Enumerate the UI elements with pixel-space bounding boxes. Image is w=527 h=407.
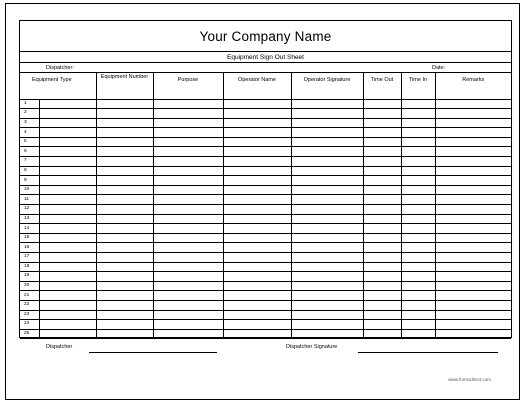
- row-number: 5: [20, 137, 39, 147]
- time-in-cell[interactable]: [401, 128, 435, 138]
- operator-signature-cell[interactable]: [291, 233, 363, 243]
- equipment-type-cell[interactable]: [39, 99, 96, 109]
- time-in-cell[interactable]: [401, 224, 435, 234]
- remarks-cell[interactable]: [435, 166, 511, 176]
- operator-signature-cell[interactable]: [291, 224, 363, 234]
- equipment-number-cell[interactable]: [96, 118, 153, 128]
- equipment-type-cell[interactable]: [39, 310, 96, 320]
- equipment-type-cell[interactable]: [39, 176, 96, 186]
- row-number: 13: [20, 214, 39, 224]
- purpose-cell[interactable]: [153, 281, 223, 291]
- equipment-type-cell[interactable]: [39, 272, 96, 282]
- remarks-cell[interactable]: [435, 137, 511, 147]
- remarks-cell[interactable]: [435, 99, 511, 109]
- row-number: 3: [20, 118, 39, 128]
- table-row: [20, 185, 511, 195]
- col-time-in: Time In: [401, 73, 435, 99]
- purpose-cell[interactable]: [153, 205, 223, 215]
- time-in-cell[interactable]: [401, 195, 435, 205]
- remarks-cell[interactable]: [435, 272, 511, 282]
- time-out-cell[interactable]: [363, 233, 401, 243]
- purpose-cell[interactable]: [153, 320, 223, 330]
- purpose-cell[interactable]: [153, 176, 223, 186]
- equipment-number-cell[interactable]: [96, 291, 153, 301]
- time-in-cell[interactable]: [401, 281, 435, 291]
- remarks-cell[interactable]: [435, 243, 511, 253]
- time-in-cell[interactable]: [401, 109, 435, 119]
- time-out-cell[interactable]: [363, 253, 401, 263]
- operator-signature-cell[interactable]: [291, 243, 363, 253]
- table-row: [20, 281, 511, 291]
- operator-name-cell[interactable]: [223, 320, 291, 330]
- date-label: Date:: [432, 65, 446, 71]
- table-row: [20, 310, 511, 320]
- time-in-cell[interactable]: [401, 157, 435, 167]
- operator-name-cell[interactable]: [223, 109, 291, 119]
- operator-signature-cell[interactable]: [291, 157, 363, 167]
- title-row: [20, 21, 511, 52]
- operator-name-cell[interactable]: [223, 310, 291, 320]
- remarks-cell[interactable]: [435, 320, 511, 330]
- remarks-cell[interactable]: [435, 185, 511, 195]
- remarks-cell[interactable]: [435, 109, 511, 119]
- operator-signature-cell[interactable]: [291, 99, 363, 109]
- purpose-cell[interactable]: [153, 99, 223, 109]
- operator-signature-cell[interactable]: [291, 272, 363, 282]
- purpose-cell[interactable]: [153, 118, 223, 128]
- equipment-type-cell[interactable]: [39, 320, 96, 330]
- equipment-number-cell[interactable]: [96, 262, 153, 272]
- time-in-cell[interactable]: [401, 166, 435, 176]
- operator-name-cell[interactable]: [223, 205, 291, 215]
- operator-name-cell[interactable]: [223, 243, 291, 253]
- operator-signature-cell[interactable]: [291, 310, 363, 320]
- equipment-number-cell[interactable]: [96, 157, 153, 167]
- col-equipment-number: Equipment Number: [96, 73, 153, 99]
- operator-name-cell[interactable]: [223, 300, 291, 310]
- operator-signature-cell[interactable]: [291, 300, 363, 310]
- remarks-cell[interactable]: [435, 176, 511, 186]
- equipment-type-cell[interactable]: [39, 329, 96, 339]
- equipment-type-cell[interactable]: [39, 205, 96, 215]
- equipment-type-cell[interactable]: [39, 185, 96, 195]
- table-row: [20, 320, 511, 330]
- purpose-cell[interactable]: [153, 195, 223, 205]
- operator-name-cell[interactable]: [223, 137, 291, 147]
- purpose-cell[interactable]: [153, 329, 223, 339]
- row-number: 1: [20, 99, 39, 109]
- time-in-cell[interactable]: [401, 147, 435, 157]
- operator-name-cell[interactable]: [223, 185, 291, 195]
- table-row: [20, 272, 511, 282]
- remarks-cell[interactable]: [435, 300, 511, 310]
- purpose-cell[interactable]: [153, 291, 223, 301]
- operator-signature-cell[interactable]: [291, 262, 363, 272]
- row-number: 15: [20, 233, 39, 243]
- table-row: [20, 118, 511, 128]
- dispatch-row: [20, 63, 511, 73]
- sheet-title: Equipment Sign Out Sheet: [20, 52, 511, 63]
- row-number: 16: [20, 243, 39, 253]
- table-row: [20, 262, 511, 272]
- time-in-cell[interactable]: [401, 205, 435, 215]
- operator-name-cell[interactable]: [223, 118, 291, 128]
- purpose-cell[interactable]: [153, 300, 223, 310]
- table-row: [20, 195, 511, 205]
- row-number: 20: [20, 281, 39, 291]
- operator-signature-cell[interactable]: [291, 281, 363, 291]
- operator-name-cell[interactable]: [223, 176, 291, 186]
- equipment-number-cell[interactable]: [96, 137, 153, 147]
- operator-signature-cell[interactable]: [291, 214, 363, 224]
- table-row: [20, 166, 511, 176]
- dispatcher-signoff-line[interactable]: [89, 352, 217, 353]
- operator-signature-cell[interactable]: [291, 195, 363, 205]
- header-row: [20, 73, 511, 99]
- operator-name-cell[interactable]: [223, 214, 291, 224]
- table-row: [20, 214, 511, 224]
- operator-name-cell[interactable]: [223, 195, 291, 205]
- time-out-cell[interactable]: [363, 137, 401, 147]
- equipment-type-cell[interactable]: [39, 118, 96, 128]
- equipment-number-cell[interactable]: [96, 205, 153, 215]
- remarks-cell[interactable]: [435, 128, 511, 138]
- time-out-cell[interactable]: [363, 224, 401, 234]
- equipment-number-cell[interactable]: [96, 147, 153, 157]
- row-number: 19: [20, 272, 39, 282]
- remarks-cell[interactable]: [435, 291, 511, 301]
- time-in-cell[interactable]: [401, 214, 435, 224]
- equipment-number-cell[interactable]: [96, 300, 153, 310]
- time-in-cell[interactable]: [401, 185, 435, 195]
- equipment-number-cell[interactable]: [96, 109, 153, 119]
- table-row: [20, 128, 511, 138]
- equipment-number-cell[interactable]: [96, 329, 153, 339]
- purpose-cell[interactable]: [153, 224, 223, 234]
- time-in-cell[interactable]: [401, 310, 435, 320]
- equipment-number-cell[interactable]: [96, 176, 153, 186]
- equipment-number-cell[interactable]: [96, 233, 153, 243]
- equipment-type-cell[interactable]: [39, 157, 96, 167]
- equipment-type-cell[interactable]: [39, 291, 96, 301]
- purpose-cell[interactable]: [153, 185, 223, 195]
- col-equipment-type: Equipment Type: [20, 73, 96, 99]
- row-number: 23: [20, 310, 39, 320]
- time-in-cell[interactable]: [401, 233, 435, 243]
- purpose-cell[interactable]: [153, 137, 223, 147]
- time-in-cell[interactable]: [401, 118, 435, 128]
- time-in-cell[interactable]: [401, 99, 435, 109]
- row-number: 9: [20, 176, 39, 186]
- equipment-number-cell[interactable]: [96, 214, 153, 224]
- operator-signature-cell[interactable]: [291, 118, 363, 128]
- time-out-cell[interactable]: [363, 185, 401, 195]
- purpose-cell[interactable]: [153, 109, 223, 119]
- operator-signature-cell[interactable]: [291, 253, 363, 263]
- purpose-cell[interactable]: [153, 147, 223, 157]
- row-number: 10: [20, 185, 39, 195]
- equipment-type-cell[interactable]: [39, 147, 96, 157]
- operator-signature-cell[interactable]: [291, 109, 363, 119]
- time-in-cell[interactable]: [401, 243, 435, 253]
- time-in-cell[interactable]: [401, 300, 435, 310]
- equipment-type-cell[interactable]: [39, 166, 96, 176]
- operator-name-cell[interactable]: [223, 166, 291, 176]
- purpose-cell[interactable]: [153, 272, 223, 282]
- time-in-cell[interactable]: [401, 262, 435, 272]
- equipment-type-cell[interactable]: [39, 233, 96, 243]
- equipment-number-cell[interactable]: [96, 224, 153, 234]
- time-out-cell[interactable]: [363, 243, 401, 253]
- time-out-cell[interactable]: [363, 118, 401, 128]
- operator-signature-cell[interactable]: [291, 320, 363, 330]
- col-purpose: Purpose: [153, 73, 223, 99]
- purpose-cell[interactable]: [153, 157, 223, 167]
- purpose-cell[interactable]: [153, 310, 223, 320]
- equipment-type-cell[interactable]: [39, 253, 96, 263]
- equipment-type-cell[interactable]: [39, 109, 96, 119]
- dispatcher-signoff: [46, 344, 72, 350]
- remarks-cell[interactable]: [435, 118, 511, 128]
- time-out-cell[interactable]: [363, 128, 401, 138]
- remarks-cell[interactable]: [435, 147, 511, 157]
- purpose-cell[interactable]: [153, 128, 223, 138]
- row-number: 7: [20, 157, 39, 167]
- purpose-cell[interactable]: [153, 214, 223, 224]
- table-row: [20, 233, 511, 243]
- time-out-cell[interactable]: [363, 195, 401, 205]
- equipment-type-cell[interactable]: [39, 300, 96, 310]
- operator-name-cell[interactable]: [223, 272, 291, 282]
- row-number: 12: [20, 205, 39, 215]
- time-in-cell[interactable]: [401, 329, 435, 339]
- table-row: [20, 147, 511, 157]
- equipment-type-cell[interactable]: [39, 262, 96, 272]
- operator-signature-cell[interactable]: [291, 329, 363, 339]
- operator-signature-cell[interactable]: [291, 147, 363, 157]
- purpose-cell[interactable]: [153, 253, 223, 263]
- operator-name-cell[interactable]: [223, 262, 291, 272]
- row-number: 6: [20, 147, 39, 157]
- row-number: 11: [20, 195, 39, 205]
- equipment-number-cell[interactable]: [96, 185, 153, 195]
- operator-name-cell[interactable]: [223, 128, 291, 138]
- row-number: 18: [20, 262, 39, 272]
- equipment-number-cell[interactable]: [96, 281, 153, 291]
- time-out-cell[interactable]: [363, 272, 401, 282]
- row-number: 21: [20, 291, 39, 301]
- dispatcher-signoff-label: Dispatcher: [46, 344, 73, 350]
- operator-signature-cell[interactable]: [291, 166, 363, 176]
- time-out-cell[interactable]: [363, 281, 401, 291]
- col-remarks: Remarks: [435, 73, 511, 99]
- table-row: [20, 205, 511, 215]
- purpose-cell[interactable]: [153, 243, 223, 253]
- remarks-cell[interactable]: [435, 329, 511, 339]
- table-row: [20, 253, 511, 263]
- table-row: [20, 137, 511, 147]
- equipment-type-cell[interactable]: [39, 224, 96, 234]
- dispatcher-signature-signoff: [286, 344, 337, 350]
- operator-name-cell[interactable]: [223, 253, 291, 263]
- remarks-cell[interactable]: [435, 262, 511, 272]
- operator-signature-cell[interactable]: [291, 205, 363, 215]
- operator-name-cell[interactable]: [223, 281, 291, 291]
- time-out-cell[interactable]: [363, 166, 401, 176]
- equipment-type-cell[interactable]: [39, 214, 96, 224]
- row-number: 22: [20, 300, 39, 310]
- time-in-cell[interactable]: [401, 137, 435, 147]
- equipment-type-cell[interactable]: [39, 195, 96, 205]
- remarks-cell[interactable]: [435, 281, 511, 291]
- operator-signature-cell[interactable]: [291, 137, 363, 147]
- time-out-cell[interactable]: [363, 157, 401, 167]
- remarks-cell[interactable]: [435, 205, 511, 215]
- operator-signature-cell[interactable]: [291, 176, 363, 186]
- company-name: Your Company Name: [199, 29, 332, 44]
- operator-name-cell[interactable]: [223, 157, 291, 167]
- equipment-number-cell[interactable]: [96, 253, 153, 263]
- purpose-cell[interactable]: [153, 166, 223, 176]
- operator-name-cell[interactable]: [223, 99, 291, 109]
- purpose-cell[interactable]: [153, 233, 223, 243]
- table-row: [20, 109, 511, 119]
- equipment-type-cell[interactable]: [39, 243, 96, 253]
- equipment-number-cell[interactable]: [96, 320, 153, 330]
- operator-signature-cell[interactable]: [291, 185, 363, 195]
- time-out-cell[interactable]: [363, 205, 401, 215]
- table-row: [20, 243, 511, 253]
- row-number: 8: [20, 166, 39, 176]
- remarks-cell[interactable]: [435, 253, 511, 263]
- col-time-out: Time Out: [363, 73, 401, 99]
- equipment-table: [20, 73, 511, 339]
- row-number: 17: [20, 253, 39, 263]
- time-out-cell[interactable]: [363, 147, 401, 157]
- operator-name-cell[interactable]: [223, 224, 291, 234]
- remarks-cell[interactable]: [435, 195, 511, 205]
- equipment-number-cell[interactable]: [96, 272, 153, 282]
- row-number: 24: [20, 320, 39, 330]
- time-out-cell[interactable]: [363, 329, 401, 339]
- time-out-cell[interactable]: [363, 262, 401, 272]
- row-number: 4: [20, 128, 39, 138]
- time-in-cell[interactable]: [401, 253, 435, 263]
- equipment-number-cell[interactable]: [96, 243, 153, 253]
- table-row: [20, 99, 511, 109]
- row-number: 25: [20, 329, 39, 339]
- form-sheet: [5, 3, 520, 400]
- remarks-cell[interactable]: [435, 157, 511, 167]
- col-operator-signature: Operator Signature: [291, 73, 363, 99]
- dispatcher-signature-line[interactable]: [358, 352, 498, 353]
- purpose-cell[interactable]: [153, 262, 223, 272]
- remarks-cell[interactable]: [435, 233, 511, 243]
- table-row: [20, 329, 511, 339]
- equipment-number-cell[interactable]: [96, 99, 153, 109]
- time-in-cell[interactable]: [401, 176, 435, 186]
- equipment-type-cell[interactable]: [39, 137, 96, 147]
- time-out-cell[interactable]: [363, 300, 401, 310]
- time-out-cell[interactable]: [363, 291, 401, 301]
- time-in-cell[interactable]: [401, 272, 435, 282]
- equipment-number-cell[interactable]: [96, 310, 153, 320]
- equipment-number-cell[interactable]: [96, 128, 153, 138]
- operator-signature-cell[interactable]: [291, 291, 363, 301]
- col-operator-name: Operator Name: [223, 73, 291, 99]
- equipment-type-cell[interactable]: [39, 281, 96, 291]
- time-out-cell[interactable]: [363, 214, 401, 224]
- row-number: 2: [20, 109, 39, 119]
- table-row: [20, 176, 511, 186]
- remarks-cell[interactable]: [435, 214, 511, 224]
- form-frame: [19, 20, 512, 338]
- time-out-cell[interactable]: [363, 109, 401, 119]
- time-out-cell[interactable]: [363, 99, 401, 109]
- operator-name-cell[interactable]: [223, 291, 291, 301]
- table-row: [20, 291, 511, 301]
- operator-signature-cell[interactable]: [291, 128, 363, 138]
- time-out-cell[interactable]: [363, 176, 401, 186]
- time-out-cell[interactable]: [363, 310, 401, 320]
- table-row: [20, 300, 511, 310]
- operator-name-cell[interactable]: [223, 329, 291, 339]
- dispatcher-signature-label: Dispatcher Signature: [286, 344, 338, 350]
- footer-url: www.formsdirect.com: [448, 377, 491, 382]
- time-in-cell[interactable]: [401, 291, 435, 301]
- table-row: [20, 157, 511, 167]
- equipment-number-cell[interactable]: [96, 195, 153, 205]
- operator-name-cell[interactable]: [223, 147, 291, 157]
- time-in-cell[interactable]: [401, 320, 435, 330]
- operator-name-cell[interactable]: [223, 233, 291, 243]
- dispatcher-label: Dispatcher:: [46, 65, 74, 71]
- row-number: 14: [20, 224, 39, 234]
- time-out-cell[interactable]: [363, 320, 401, 330]
- remarks-cell[interactable]: [435, 310, 511, 320]
- remarks-cell[interactable]: [435, 224, 511, 234]
- table-row: [20, 224, 511, 234]
- equipment-type-cell[interactable]: [39, 128, 96, 138]
- equipment-number-cell[interactable]: [96, 166, 153, 176]
